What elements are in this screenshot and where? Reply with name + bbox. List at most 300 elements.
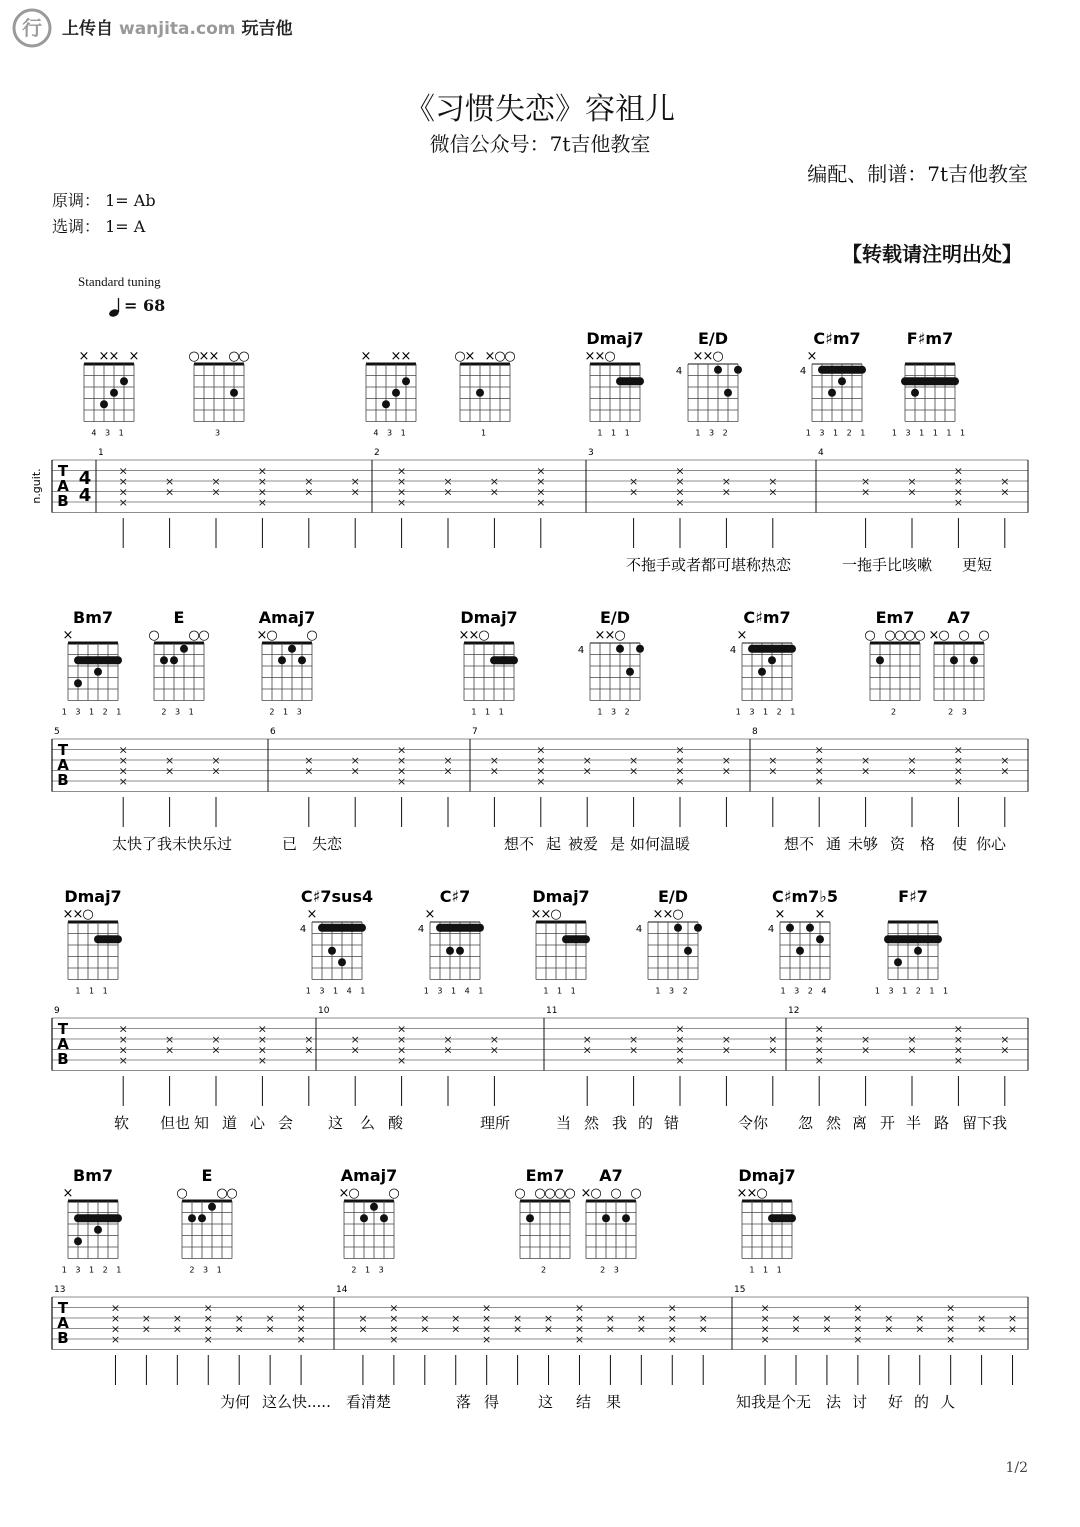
- measure-number: 6: [270, 727, 276, 737]
- tab-note: ×: [814, 754, 824, 767]
- tab-note: ×: [628, 754, 639, 767]
- tab-note: ×: [574, 1312, 585, 1325]
- tab-note: ×: [628, 764, 639, 778]
- open-string-icon: ○: [216, 1186, 228, 1201]
- chord-diagram[interactable]: [737, 1166, 796, 1275]
- tab-note: ×: [636, 1322, 646, 1336]
- lyric-word: 这么快.....: [262, 1393, 331, 1411]
- open-string-icon: ○: [958, 628, 970, 643]
- muted-string-icon: ×: [62, 1186, 74, 1201]
- tab-note: ×: [768, 485, 778, 499]
- lyric-word: 使: [952, 835, 968, 853]
- tab-note: ×: [628, 475, 639, 488]
- tab-note: ×: [760, 1301, 770, 1315]
- chord-name: C♯m7: [813, 329, 861, 348]
- chord-name: C♯m7♭5: [772, 887, 838, 906]
- tab-note: ×: [574, 1301, 585, 1315]
- arranger: 编配、制谱：7t吉他教室: [807, 162, 1028, 186]
- chord-diagram[interactable]: [676, 329, 742, 438]
- measure-number: 9: [54, 1006, 60, 1016]
- copyright-notice: 【转载请注明出处】: [842, 242, 1022, 266]
- fret-number: 4: [577, 645, 585, 656]
- finger-numbers: 1 3 2: [695, 428, 731, 438]
- open-string-icon: ○: [864, 628, 876, 643]
- tab-note: ×: [574, 1333, 585, 1346]
- chord-diagram[interactable]: [636, 887, 702, 996]
- muted-string-icon: ×: [652, 907, 664, 922]
- tab-note: ×: [110, 1301, 121, 1315]
- tab-clef: B: [57, 492, 69, 510]
- lyric-word: 开: [880, 1114, 896, 1132]
- tab-note: ×: [512, 1322, 523, 1336]
- tab-note: ×: [172, 1312, 182, 1325]
- finger-numbers: 1 1 1: [749, 1265, 785, 1275]
- wanjita-logo-icon: [12, 8, 52, 48]
- chord-name: Dmaj7: [738, 1166, 796, 1185]
- chord-name: E/D: [599, 608, 631, 627]
- tab-note: ×: [582, 754, 592, 767]
- tab-note: ×: [141, 1322, 152, 1336]
- tab-note: ×: [1000, 754, 1010, 767]
- tab-note: ×: [164, 1033, 175, 1046]
- muted-string-icon: ×: [604, 628, 616, 643]
- open-string-icon: ○: [904, 628, 916, 643]
- tab-note: ×: [1000, 485, 1010, 499]
- upload-header: [62, 14, 292, 39]
- chord-name: Em7: [875, 608, 915, 627]
- tab-note: ×: [1000, 475, 1010, 488]
- chord-name: E: [173, 608, 185, 627]
- tab-note: ×: [443, 1043, 453, 1057]
- lyric-word: 知: [194, 1114, 210, 1132]
- muted-string-icon: ×: [692, 349, 704, 364]
- chord-diagram[interactable]: [257, 608, 318, 717]
- chord-diagram[interactable]: [929, 608, 990, 717]
- tab-clef: T: [57, 741, 69, 759]
- chord-diagram[interactable]: [361, 349, 416, 438]
- lyric-word: 讨: [852, 1393, 868, 1411]
- muted-string-icon: ×: [774, 907, 786, 922]
- measure-number: 2: [374, 448, 380, 458]
- chord-diagram[interactable]: [454, 349, 515, 438]
- tab-note: ×: [211, 764, 221, 778]
- muted-string-icon: ×: [128, 349, 140, 364]
- finger-numbers: 1 3 2: [597, 707, 633, 717]
- open-string-icon: ○: [478, 628, 490, 643]
- chord-diagram[interactable]: [768, 887, 838, 996]
- tab-note: ×: [396, 1043, 407, 1057]
- tab-clef: A: [57, 1035, 69, 1053]
- tab-note: ×: [791, 1312, 801, 1325]
- chord-diagram[interactable]: [148, 608, 209, 717]
- open-string-icon: ○: [188, 628, 200, 643]
- selected-key: 选调： 1= A: [52, 217, 146, 236]
- tab-note: ×: [953, 485, 964, 499]
- tab-note: ×: [443, 754, 453, 767]
- open-string-icon: ○: [82, 907, 94, 922]
- lyric-word: 为何: [220, 1393, 251, 1411]
- chord-name: C♯m7: [743, 608, 791, 627]
- tab-note: ×: [358, 1312, 368, 1325]
- lyric-word: 不拖手或者都可堪称热恋: [626, 556, 792, 574]
- tab-note: ×: [396, 1054, 407, 1067]
- tab-note: ×: [234, 1322, 244, 1336]
- lyric-word: 如何温暖: [630, 835, 691, 853]
- chord-diagram[interactable]: [79, 349, 140, 438]
- tab-note: ×: [420, 1312, 430, 1325]
- chord-diagram[interactable]: [800, 329, 869, 438]
- lyric-word: 理所: [480, 1114, 511, 1132]
- muted-string-icon: ×: [400, 349, 412, 364]
- tab-note: ×: [1000, 1043, 1010, 1057]
- chord-diagram[interactable]: [63, 887, 122, 996]
- tab-note: ×: [296, 1301, 306, 1315]
- tab-note: ×: [946, 1301, 956, 1315]
- tab-note: ×: [976, 1322, 987, 1336]
- tab-note: ×: [257, 464, 268, 478]
- tab-note: ×: [636, 1312, 646, 1325]
- chord-name: A7: [947, 608, 971, 627]
- tab-clef: A: [57, 1314, 69, 1332]
- lyric-word: 留下我: [962, 1114, 1008, 1132]
- tab-note: ×: [211, 485, 221, 499]
- open-string-icon: ○: [672, 907, 684, 922]
- open-string-icon: ○: [348, 1186, 360, 1201]
- lyric-word: 看清楚: [346, 1393, 392, 1411]
- lyric-word: 会: [278, 1114, 294, 1132]
- measure-number: 14: [336, 1285, 348, 1295]
- lyric-word: 果: [606, 1393, 622, 1411]
- finger-numbers: 2: [890, 707, 900, 717]
- tab-note: ×: [118, 754, 128, 767]
- tab-note: ×: [257, 1043, 268, 1057]
- chord-name: Amaj7: [340, 1166, 398, 1185]
- measure-number: 4: [818, 448, 824, 458]
- open-string-icon: ○: [544, 1186, 556, 1201]
- finger-numbers: 1 3 1 2 1: [61, 1265, 125, 1275]
- lyric-word: 然: [584, 1114, 600, 1132]
- tab-note: ×: [675, 496, 685, 509]
- tab-note: ×: [396, 1033, 407, 1046]
- tab-note: ×: [860, 1043, 871, 1057]
- tab-note: ×: [814, 764, 824, 778]
- tab-note: ×: [396, 754, 407, 767]
- lyric-word: 半: [906, 1114, 922, 1132]
- lyric-word: 么: [360, 1114, 376, 1132]
- tab-note: ×: [953, 1033, 964, 1046]
- tab-note: ×: [814, 1033, 824, 1046]
- tab-note: ×: [396, 475, 407, 488]
- lyric-word: 然: [826, 1114, 842, 1132]
- muted-string-icon: ×: [468, 628, 480, 643]
- tab-note: ×: [814, 743, 824, 757]
- muted-string-icon: ×: [424, 907, 436, 922]
- tab-note: ×: [768, 764, 778, 778]
- open-string-icon: ○: [514, 1186, 526, 1201]
- tab-note: ×: [257, 1022, 268, 1036]
- tab-note: ×: [257, 496, 268, 509]
- tab-note: ×: [536, 475, 546, 488]
- tab-note: ×: [164, 764, 175, 778]
- lyric-word: 这: [328, 1114, 344, 1132]
- tab-note: ×: [628, 1043, 639, 1057]
- tab-note: ×: [582, 1043, 592, 1057]
- tab-note: ×: [907, 485, 917, 499]
- quarter-note-icon: [108, 296, 122, 318]
- muted-string-icon: ×: [806, 349, 818, 364]
- chord-name: Bm7: [73, 1166, 113, 1185]
- open-string-icon: ○: [630, 1186, 642, 1201]
- chord-diagram[interactable]: [459, 608, 518, 717]
- finger-numbers: 1 3 1 2 1: [805, 428, 869, 438]
- chord-diagram[interactable]: [875, 887, 951, 996]
- tab-note: ×: [953, 764, 964, 778]
- lyric-word: 想不: [784, 835, 815, 853]
- tab-note: ×: [1000, 764, 1010, 778]
- tab-note: ×: [675, 775, 685, 788]
- lyric-word: 心: [250, 1114, 266, 1132]
- tab-note: ×: [675, 1054, 685, 1067]
- fret-number: 4: [635, 924, 643, 935]
- fret-number: 4: [675, 366, 683, 377]
- muted-string-icon: ×: [256, 628, 268, 643]
- tab-note: ×: [482, 1301, 492, 1315]
- chord-diagram[interactable]: [581, 1166, 642, 1275]
- tab-note: ×: [451, 1322, 461, 1336]
- chord-diagram[interactable]: [62, 1166, 125, 1275]
- lyric-word: 更短: [962, 556, 993, 574]
- muted-string-icon: ×: [108, 349, 120, 364]
- open-string-icon: ○: [148, 628, 160, 643]
- open-string-icon: ○: [504, 349, 516, 364]
- tab-note: ×: [698, 1312, 708, 1325]
- chord-diagram[interactable]: [531, 887, 590, 996]
- tab-note: ×: [118, 1054, 128, 1067]
- lyric-word: 资: [890, 835, 906, 853]
- measure-number: 1: [98, 448, 104, 458]
- lyric-word: 道: [222, 1114, 238, 1132]
- muted-string-icon: ×: [594, 628, 606, 643]
- instrument-label: n.guit.: [30, 468, 43, 504]
- svg-text:行: 行: [22, 16, 42, 40]
- tab-note: ×: [768, 475, 778, 488]
- lyric-word: 好: [888, 1393, 904, 1411]
- lyric-word: 当: [556, 1114, 572, 1132]
- chord-diagram[interactable]: [62, 608, 125, 717]
- tab-note: ×: [164, 754, 175, 767]
- finger-numbers: 1: [480, 428, 490, 438]
- tab-note: ×: [953, 496, 964, 509]
- open-string-icon: ○: [388, 1186, 400, 1201]
- tab-note: ×: [304, 1033, 314, 1046]
- chord-diagram[interactable]: [176, 1166, 237, 1275]
- lyric-word: 得: [484, 1393, 500, 1411]
- chord-diagram[interactable]: [864, 608, 925, 717]
- muted-string-icon: ×: [464, 349, 476, 364]
- finger-numbers: 1 3 2 4: [780, 986, 830, 996]
- tab-note: ×: [675, 1022, 685, 1036]
- chord-diagram[interactable]: [730, 608, 799, 717]
- tab-clef: T: [57, 1020, 69, 1038]
- chord-diagram[interactable]: [892, 329, 968, 438]
- tab-note: ×: [860, 485, 871, 499]
- tab-note: ×: [667, 1301, 677, 1315]
- open-string-icon: ○: [238, 349, 250, 364]
- tab-note: ×: [907, 1033, 917, 1046]
- muted-string-icon: ×: [78, 349, 90, 364]
- tab-note: ×: [118, 1043, 128, 1057]
- tab-note: ×: [721, 1043, 732, 1057]
- tab-note: ×: [203, 1301, 213, 1315]
- tab-note: ×: [211, 754, 221, 767]
- lyric-word: 但也: [160, 1114, 191, 1132]
- fret-number: 4: [299, 924, 307, 935]
- tab-note: ×: [907, 764, 917, 778]
- tab-note: ×: [118, 743, 128, 757]
- tab-note: ×: [860, 475, 871, 488]
- chord-diagram[interactable]: [514, 1166, 575, 1275]
- measure-number: 15: [734, 1285, 746, 1295]
- open-string-icon: ○: [550, 907, 562, 922]
- tab-clef: B: [57, 771, 69, 789]
- tab-note: ×: [420, 1322, 430, 1336]
- tab-note: ×: [536, 754, 546, 767]
- chord-name: Dmaj7: [532, 887, 590, 906]
- tab-note: ×: [118, 1033, 128, 1046]
- tab-note: ×: [675, 764, 685, 778]
- tab-note: ×: [118, 496, 128, 509]
- tab-note: ×: [667, 1322, 677, 1336]
- tab-note: ×: [791, 1322, 801, 1336]
- tab-note: ×: [396, 775, 407, 788]
- chord-diagram[interactable]: [585, 329, 644, 438]
- chord-name: F♯m7: [906, 329, 954, 348]
- tab-clef: T: [57, 1299, 69, 1317]
- tab-note: ×: [164, 485, 175, 499]
- finger-numbers: 2 3 1: [189, 1265, 225, 1275]
- tab-note: ×: [396, 496, 407, 509]
- tab-note: ×: [721, 764, 732, 778]
- lyric-word: 结: [576, 1393, 592, 1411]
- muted-string-icon: ×: [62, 628, 74, 643]
- tab-clef: A: [57, 477, 69, 495]
- tab-note: ×: [915, 1312, 925, 1325]
- open-string-icon: ○: [226, 1186, 238, 1201]
- tab-note: ×: [296, 1333, 306, 1346]
- finger-numbers: 2 1 3: [269, 707, 305, 717]
- tab-note: ×: [257, 485, 268, 499]
- measure-number: 8: [752, 727, 758, 737]
- system-1: [0, 329, 1080, 630]
- tab-note: ×: [396, 464, 407, 478]
- tab-note: ×: [265, 1312, 275, 1325]
- tab-note: ×: [721, 754, 732, 767]
- tab-note: ×: [443, 764, 453, 778]
- tab-note: ×: [853, 1322, 863, 1336]
- open-string-icon: ○: [894, 628, 906, 643]
- finger-numbers: 1 3 1 2 1 1: [874, 986, 952, 996]
- lyric-word: 想不: [504, 835, 535, 853]
- chord-name: Dmaj7: [586, 329, 644, 348]
- tab-note: ×: [164, 1043, 175, 1057]
- chord-name: Amaj7: [258, 608, 316, 627]
- tab-note: ×: [211, 1043, 221, 1057]
- chord-diagram[interactable]: [188, 349, 249, 438]
- tab-note: ×: [536, 464, 546, 478]
- tab-note: ×: [860, 1033, 871, 1046]
- tab-note: ×: [953, 775, 964, 788]
- muted-string-icon: ×: [72, 907, 84, 922]
- tab-note: ×: [443, 485, 453, 499]
- muted-string-icon: ×: [746, 1186, 758, 1201]
- open-string-icon: ○: [884, 628, 896, 643]
- tab-note: ×: [482, 1333, 492, 1346]
- lyric-word: 一拖手比咳嗽: [842, 556, 933, 574]
- tab-note: ×: [582, 764, 592, 778]
- chord-diagram[interactable]: [300, 887, 373, 996]
- tab-note: ×: [443, 1033, 453, 1046]
- tab-note: ×: [675, 475, 685, 488]
- finger-numbers: 1 3 1 2 1: [61, 707, 125, 717]
- muted-string-icon: ×: [702, 349, 714, 364]
- tab-note: ×: [482, 1322, 492, 1336]
- upload-prefix: 上传自: [62, 19, 113, 39]
- muted-string-icon: ×: [390, 349, 402, 364]
- tab-note: ×: [536, 775, 546, 788]
- muted-string-icon: ×: [594, 349, 606, 364]
- tab-note: ×: [304, 475, 314, 488]
- tab-note: ×: [118, 475, 128, 488]
- muted-string-icon: ×: [306, 907, 318, 922]
- site-url[interactable]: wanjita.com: [119, 19, 236, 39]
- chord-diagram[interactable]: [578, 608, 644, 717]
- fret-number: 4: [799, 366, 807, 377]
- tab-note: ×: [536, 485, 546, 499]
- chord-diagram[interactable]: [418, 887, 487, 996]
- tab-note: ×: [814, 1043, 824, 1057]
- tab-note: ×: [675, 485, 685, 499]
- chord-name: C♯7: [439, 887, 471, 906]
- tab-note: ×: [853, 1301, 863, 1315]
- chord-name: E/D: [657, 887, 689, 906]
- tab-note: ×: [296, 1312, 306, 1325]
- tab-note: ×: [953, 464, 964, 478]
- tab-note: ×: [536, 743, 546, 757]
- tempo-marking: = 68: [124, 296, 166, 315]
- tab-note: ×: [211, 1033, 221, 1046]
- open-string-icon: ○: [534, 1186, 546, 1201]
- tab-note: ×: [976, 1312, 987, 1325]
- tab-note: ×: [853, 1312, 863, 1325]
- chord-diagram[interactable]: [339, 1166, 400, 1275]
- system-4: [0, 1166, 1080, 1467]
- lyric-word: 你心: [976, 835, 1007, 853]
- tab-note: ×: [953, 1043, 964, 1057]
- tab-note: ×: [1007, 1322, 1018, 1336]
- tab-note: ×: [1007, 1312, 1018, 1325]
- tab-note: ×: [389, 1322, 399, 1336]
- finger-numbers: 1 1 1: [543, 986, 579, 996]
- tab-note: ×: [350, 475, 360, 488]
- open-string-icon: ○: [712, 349, 724, 364]
- tab-note: ×: [675, 1043, 685, 1057]
- tab-note: ×: [118, 464, 128, 478]
- tab-note: ×: [884, 1322, 894, 1336]
- measure-number: 5: [54, 727, 60, 737]
- tab-note: ×: [489, 1033, 500, 1046]
- muted-string-icon: ×: [198, 349, 210, 364]
- song-title: 《习惯失恋》容祖儿: [405, 92, 675, 127]
